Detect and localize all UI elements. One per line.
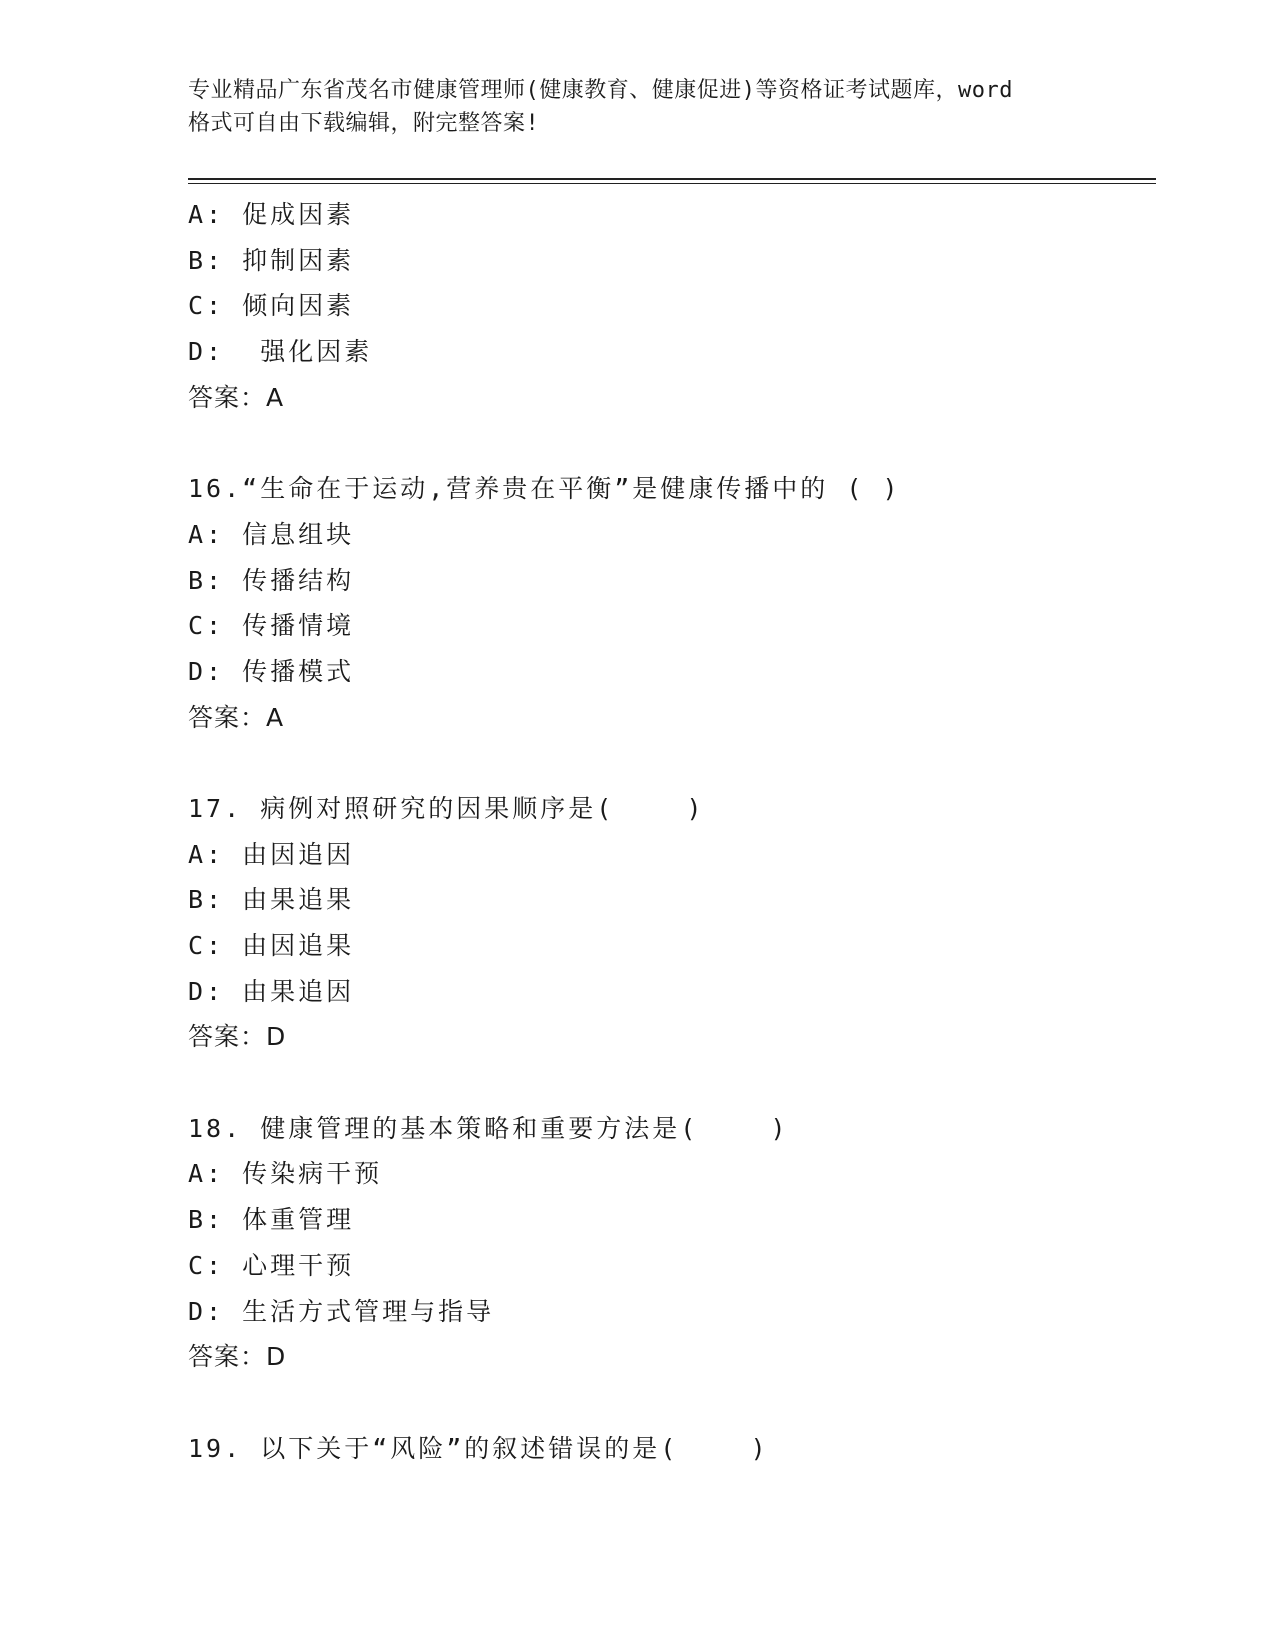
header-line-1: 专业精品广东省茂名市健康管理师(健康教育、健康促进)等资格证考试题库，word bbox=[188, 78, 1013, 103]
option-text: B: 体重管理 bbox=[188, 1205, 355, 1235]
option-text: C: 倾向因素 bbox=[188, 291, 355, 321]
option-text: C: 由因追果 bbox=[188, 931, 355, 960]
option-text: C: 传播情境 bbox=[188, 611, 355, 641]
option-text: D: 生活方式管理与指导 bbox=[188, 1296, 495, 1326]
document-header bbox=[188, 74, 1088, 140]
option-text: A: 信息组块 bbox=[188, 519, 355, 549]
option-text: A: 由因追因 bbox=[188, 839, 355, 869]
question-text: 19. 以下关于“风险”的叙述错误的是( ) bbox=[188, 1433, 769, 1463]
blank-line bbox=[188, 1060, 1148, 1106]
blank-line bbox=[188, 420, 1148, 466]
option-text: A: 传染病干预 bbox=[188, 1159, 383, 1189]
blank-line bbox=[188, 740, 1148, 786]
question-text: 18. 健康管理的基本策略和重要方法是( ) bbox=[188, 1113, 789, 1143]
header-line-2: 格式可自由下载编辑，附完整答案! bbox=[188, 111, 540, 136]
answer-text: 答案：A bbox=[188, 382, 285, 412]
option-text: D: 强化因素 bbox=[188, 337, 373, 367]
question-text: 16.“生命在于运动,营养贵在平衡”是健康传播中的 ( ) bbox=[188, 474, 901, 504]
answer-text: 答案：D bbox=[188, 1342, 287, 1372]
option-text: C: 心理干预 bbox=[188, 1250, 355, 1280]
option-text: A: 促成因素 bbox=[188, 200, 355, 229]
option-text: D: 传播模式 bbox=[188, 656, 355, 686]
option-text: B: 由果追果 bbox=[188, 885, 355, 915]
option-text: D: 由果追因 bbox=[188, 976, 355, 1006]
option-text: B: 抑制因素 bbox=[188, 245, 355, 275]
question-list bbox=[188, 192, 1148, 1471]
answer-text: 答案：A bbox=[188, 702, 285, 732]
blank-line bbox=[188, 1380, 1148, 1426]
option-text: B: 传播结构 bbox=[188, 565, 355, 595]
answer-text: 答案：D bbox=[188, 1022, 287, 1052]
header-divider-thin bbox=[188, 183, 1156, 184]
question-text: 17. 病例对照研究的因果顺序是( ) bbox=[188, 793, 705, 823]
header-divider-thick bbox=[188, 178, 1156, 180]
